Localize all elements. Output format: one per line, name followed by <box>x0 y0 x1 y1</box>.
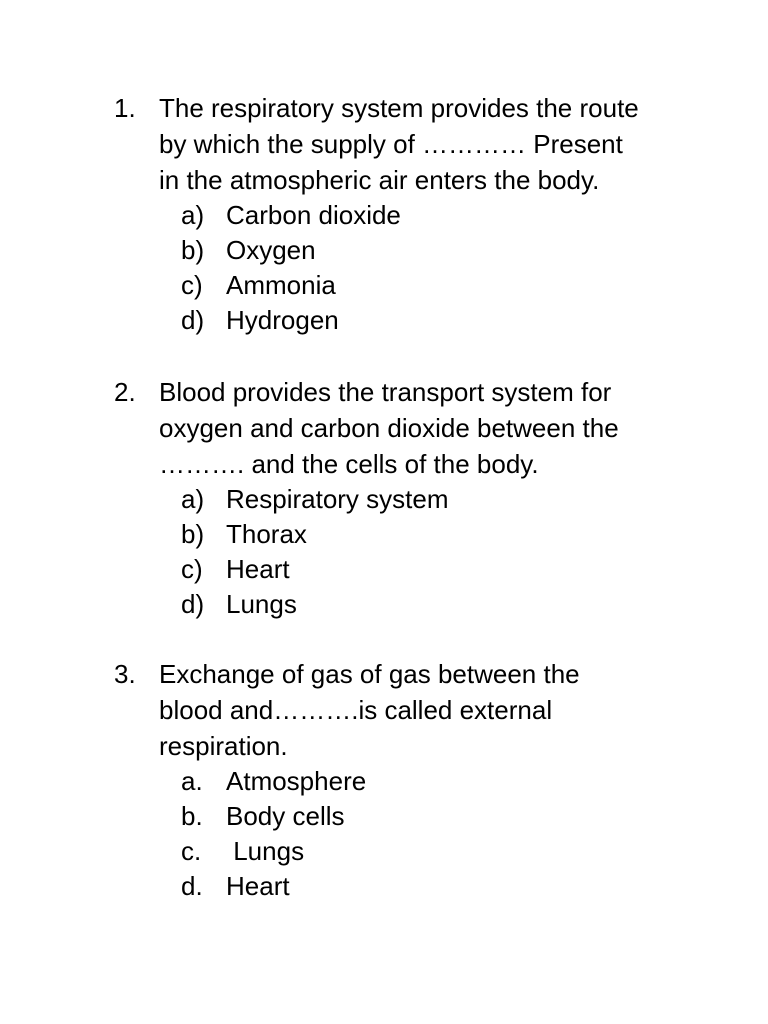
option-text: Lungs <box>226 589 297 619</box>
answer-option <box>0 268 768 303</box>
question-line: in the atmospheric air enters the body. <box>159 165 600 195</box>
option-letter: c) <box>181 554 203 584</box>
option-letter: c) <box>181 270 203 300</box>
option-letter: d) <box>181 589 205 619</box>
option-letter: a. <box>181 766 203 796</box>
answer-option <box>0 799 768 834</box>
option-text: Atmosphere <box>226 766 367 796</box>
answer-option <box>0 482 768 517</box>
answer-option <box>0 764 768 799</box>
option-letter: d) <box>181 305 205 335</box>
question-line: oxygen and carbon dioxide between the <box>159 413 619 443</box>
question-line: ………. and the cells of the body. <box>159 449 539 479</box>
option-text: Heart <box>226 871 290 901</box>
option-letter: a) <box>181 200 205 230</box>
question-line: Blood provides the transport system for <box>159 377 612 407</box>
answer-option <box>0 198 768 233</box>
option-text: Respiratory system <box>226 484 449 514</box>
question-text <box>159 374 679 482</box>
option-text: Body cells <box>226 801 345 831</box>
answer-option <box>0 233 768 268</box>
question-number: 1. <box>114 93 136 123</box>
option-letter: a) <box>181 484 205 514</box>
option-text: Lungs <box>226 836 305 866</box>
answer-options <box>0 198 768 338</box>
option-letter: b. <box>181 801 203 831</box>
question-line: The respiratory system provides the route <box>159 93 639 123</box>
question-line: Exchange of gas of gas between the <box>159 659 580 689</box>
question-line: respiration. <box>159 731 288 761</box>
answer-options <box>0 764 768 904</box>
option-text: Heart <box>226 554 290 584</box>
answer-option <box>0 552 768 587</box>
option-letter: c. <box>181 836 202 866</box>
question-line: blood and……….is called external <box>159 695 553 725</box>
option-text: Thorax <box>226 519 307 549</box>
question-line: by which the supply of ………… Present <box>159 129 623 159</box>
option-text: Oxygen <box>226 235 316 265</box>
answer-option <box>0 517 768 552</box>
answer-option <box>0 303 768 338</box>
question-text <box>159 656 679 764</box>
answer-option <box>0 869 768 904</box>
option-letter: b) <box>181 235 205 265</box>
answer-option <box>0 834 768 869</box>
option-letter: d. <box>181 871 203 901</box>
answer-options <box>0 482 768 622</box>
question-text <box>159 90 679 198</box>
question-number: 3. <box>114 659 136 689</box>
answer-option <box>0 587 768 622</box>
option-text: Carbon dioxide <box>226 200 401 230</box>
question-number: 2. <box>114 377 136 407</box>
option-letter: b) <box>181 519 205 549</box>
option-text: Hydrogen <box>226 305 339 335</box>
option-text: Ammonia <box>226 270 336 300</box>
